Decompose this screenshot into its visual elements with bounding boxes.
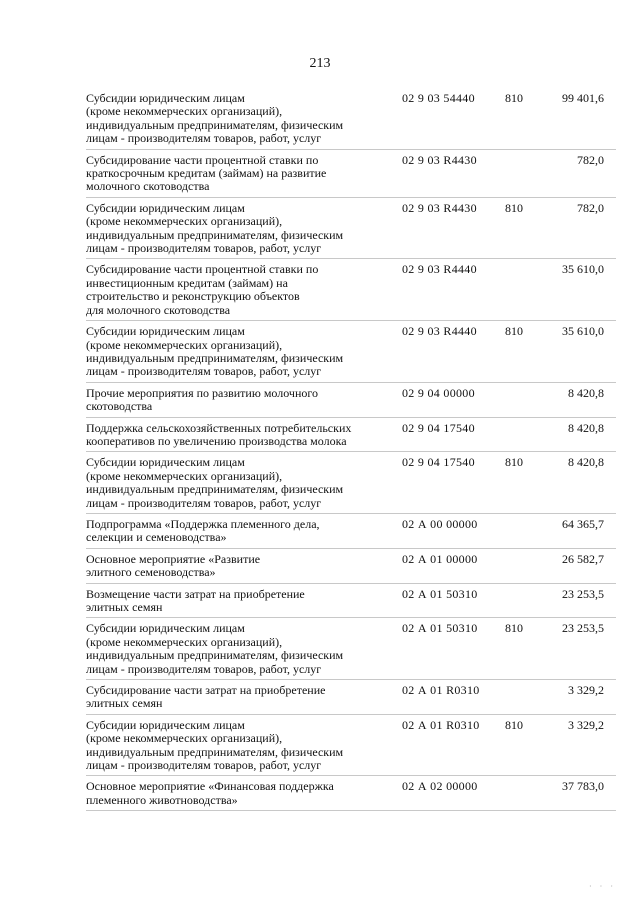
row-code: 02 9 04 17540: [402, 455, 475, 470]
table-row: [86, 88, 616, 150]
row-code: 02 А 01 R0310: [402, 683, 480, 698]
row-expense-type: 810: [505, 200, 523, 215]
row-code: 02 9 03 54440: [402, 91, 475, 105]
row-code: 02 А 02 00000: [402, 779, 478, 794]
row-code: 02 А 01 50310: [402, 621, 478, 636]
row-description: Субсидии юридическим лицам (кроме некоммерческих организаций), индивидуальным предпринимателям, физическим лицам - производителям товаров, работ, услуг: [86, 455, 344, 510]
row-amount: 782,0: [577, 152, 604, 167]
table-row: [86, 584, 616, 619]
row-description: Субсидии юридическим лицам (кроме некоммерческих организаций), индивидуальным предпринимателям, физическим лицам - производителям товаров, работ, услуг: [86, 717, 344, 773]
row-code: 02 9 03 R4440: [402, 262, 477, 277]
table-row: [86, 680, 616, 715]
row-amount: 26 582,7: [562, 551, 604, 566]
row-amount: 99 401,6: [562, 91, 604, 105]
table-row: [86, 514, 616, 549]
row-code: 02 9 03 R4430: [402, 152, 477, 167]
table-row: [86, 321, 616, 383]
row-expense-type: 810: [505, 455, 523, 470]
row-code: 02 9 04 00000: [402, 385, 475, 400]
row-description: Возмещение части затрат на приобретение элитных семян: [86, 586, 305, 614]
row-description: Субсидирование части процентной ставки по инвестиционным кредитам (займам) на строительство и реконструкцию объектов для молочного скотоводства: [86, 262, 319, 317]
row-expense-type: 810: [505, 324, 523, 339]
row-amount: 3 329,2: [568, 717, 604, 732]
row-amount: 35 610,0: [562, 262, 604, 277]
row-code: 02 А 01 R0310: [402, 717, 480, 732]
row-code: 02 А 00 00000: [402, 516, 478, 531]
row-description: Основное мероприятие «Финансовая поддержка племенного животноводства»: [86, 779, 334, 807]
row-description: Основное мероприятие «Развитие элитного семеноводства»: [86, 551, 261, 580]
row-description: Подпрограмма «Поддержка племенного дела, селекции и семеноводства»: [86, 516, 320, 545]
row-amount: 37 783,0: [562, 779, 604, 794]
row-amount: 23 253,5: [562, 586, 604, 601]
table-row: [86, 259, 616, 321]
table-row: [86, 452, 616, 514]
row-amount: 35 610,0: [562, 324, 604, 339]
row-amount: 782,0: [577, 200, 604, 215]
row-description: Субсидии юридическим лицам (кроме некоммерческих организаций), индивидуальным предпринимателям, физическим лицам - производителям товаров, работ, услуг: [86, 621, 344, 676]
row-description: Поддержка сельскохозяйственных потребительских кооперативов по увеличению производства молока: [86, 420, 352, 448]
row-expense-type: 810: [505, 91, 523, 105]
row-amount: 23 253,5: [562, 621, 604, 636]
row-expense-type: 810: [505, 621, 523, 636]
row-amount: 8 420,8: [568, 385, 604, 400]
table-row: [86, 418, 616, 453]
row-code: 02 А 01 00000: [402, 551, 478, 566]
table-row: [86, 776, 616, 811]
row-code: 02 9 03 R4440: [402, 324, 477, 339]
row-code: 02 А 01 50310: [402, 586, 478, 601]
table-row: [86, 383, 616, 418]
budget-table: [0, 88, 640, 811]
row-code: 02 9 04 17540: [402, 420, 475, 435]
row-amount: 3 329,2: [568, 683, 604, 698]
row-description: Субсидии юридическим лицам (кроме некоммерческих организаций), индивидуальным предпринимателям, физическим лицам - производителям товаров, работ, услуг: [86, 324, 344, 379]
row-amount: 8 420,8: [568, 420, 604, 435]
page-number: 213: [309, 56, 331, 71]
row-expense-type: 810: [505, 717, 523, 732]
row-description: Субсидии юридическим лицам (кроме некоммерческих организаций), индивидуальным предпринимателям, физическим лицам - производителям товаров, работ, услуг: [86, 91, 344, 146]
row-code: 02 9 03 R4430: [402, 200, 477, 215]
row-description: Субсидирование части затрат на приобретение элитных семян: [86, 683, 326, 711]
row-amount: 8 420,8: [568, 455, 604, 470]
table-row: [86, 150, 616, 198]
table-row: [86, 549, 616, 584]
table-row: [86, 618, 616, 680]
row-description: Прочие мероприятия по развитию молочного скотоводства: [86, 385, 319, 414]
table-row: [86, 715, 616, 777]
scan-artifact-marks: · · ·: [589, 882, 616, 891]
table-row: [86, 198, 616, 260]
row-description: Субсидии юридическим лицам (кроме некоммерческих организаций), индивидуальным предпринимателям, физическим лицам - производителям товаров, работ, услуг: [86, 200, 344, 256]
row-description: Субсидирование части процентной ставки по краткосрочным кредитам (займам) на развитие молочного скотоводства: [86, 152, 327, 194]
row-amount: 64 365,7: [562, 516, 604, 531]
